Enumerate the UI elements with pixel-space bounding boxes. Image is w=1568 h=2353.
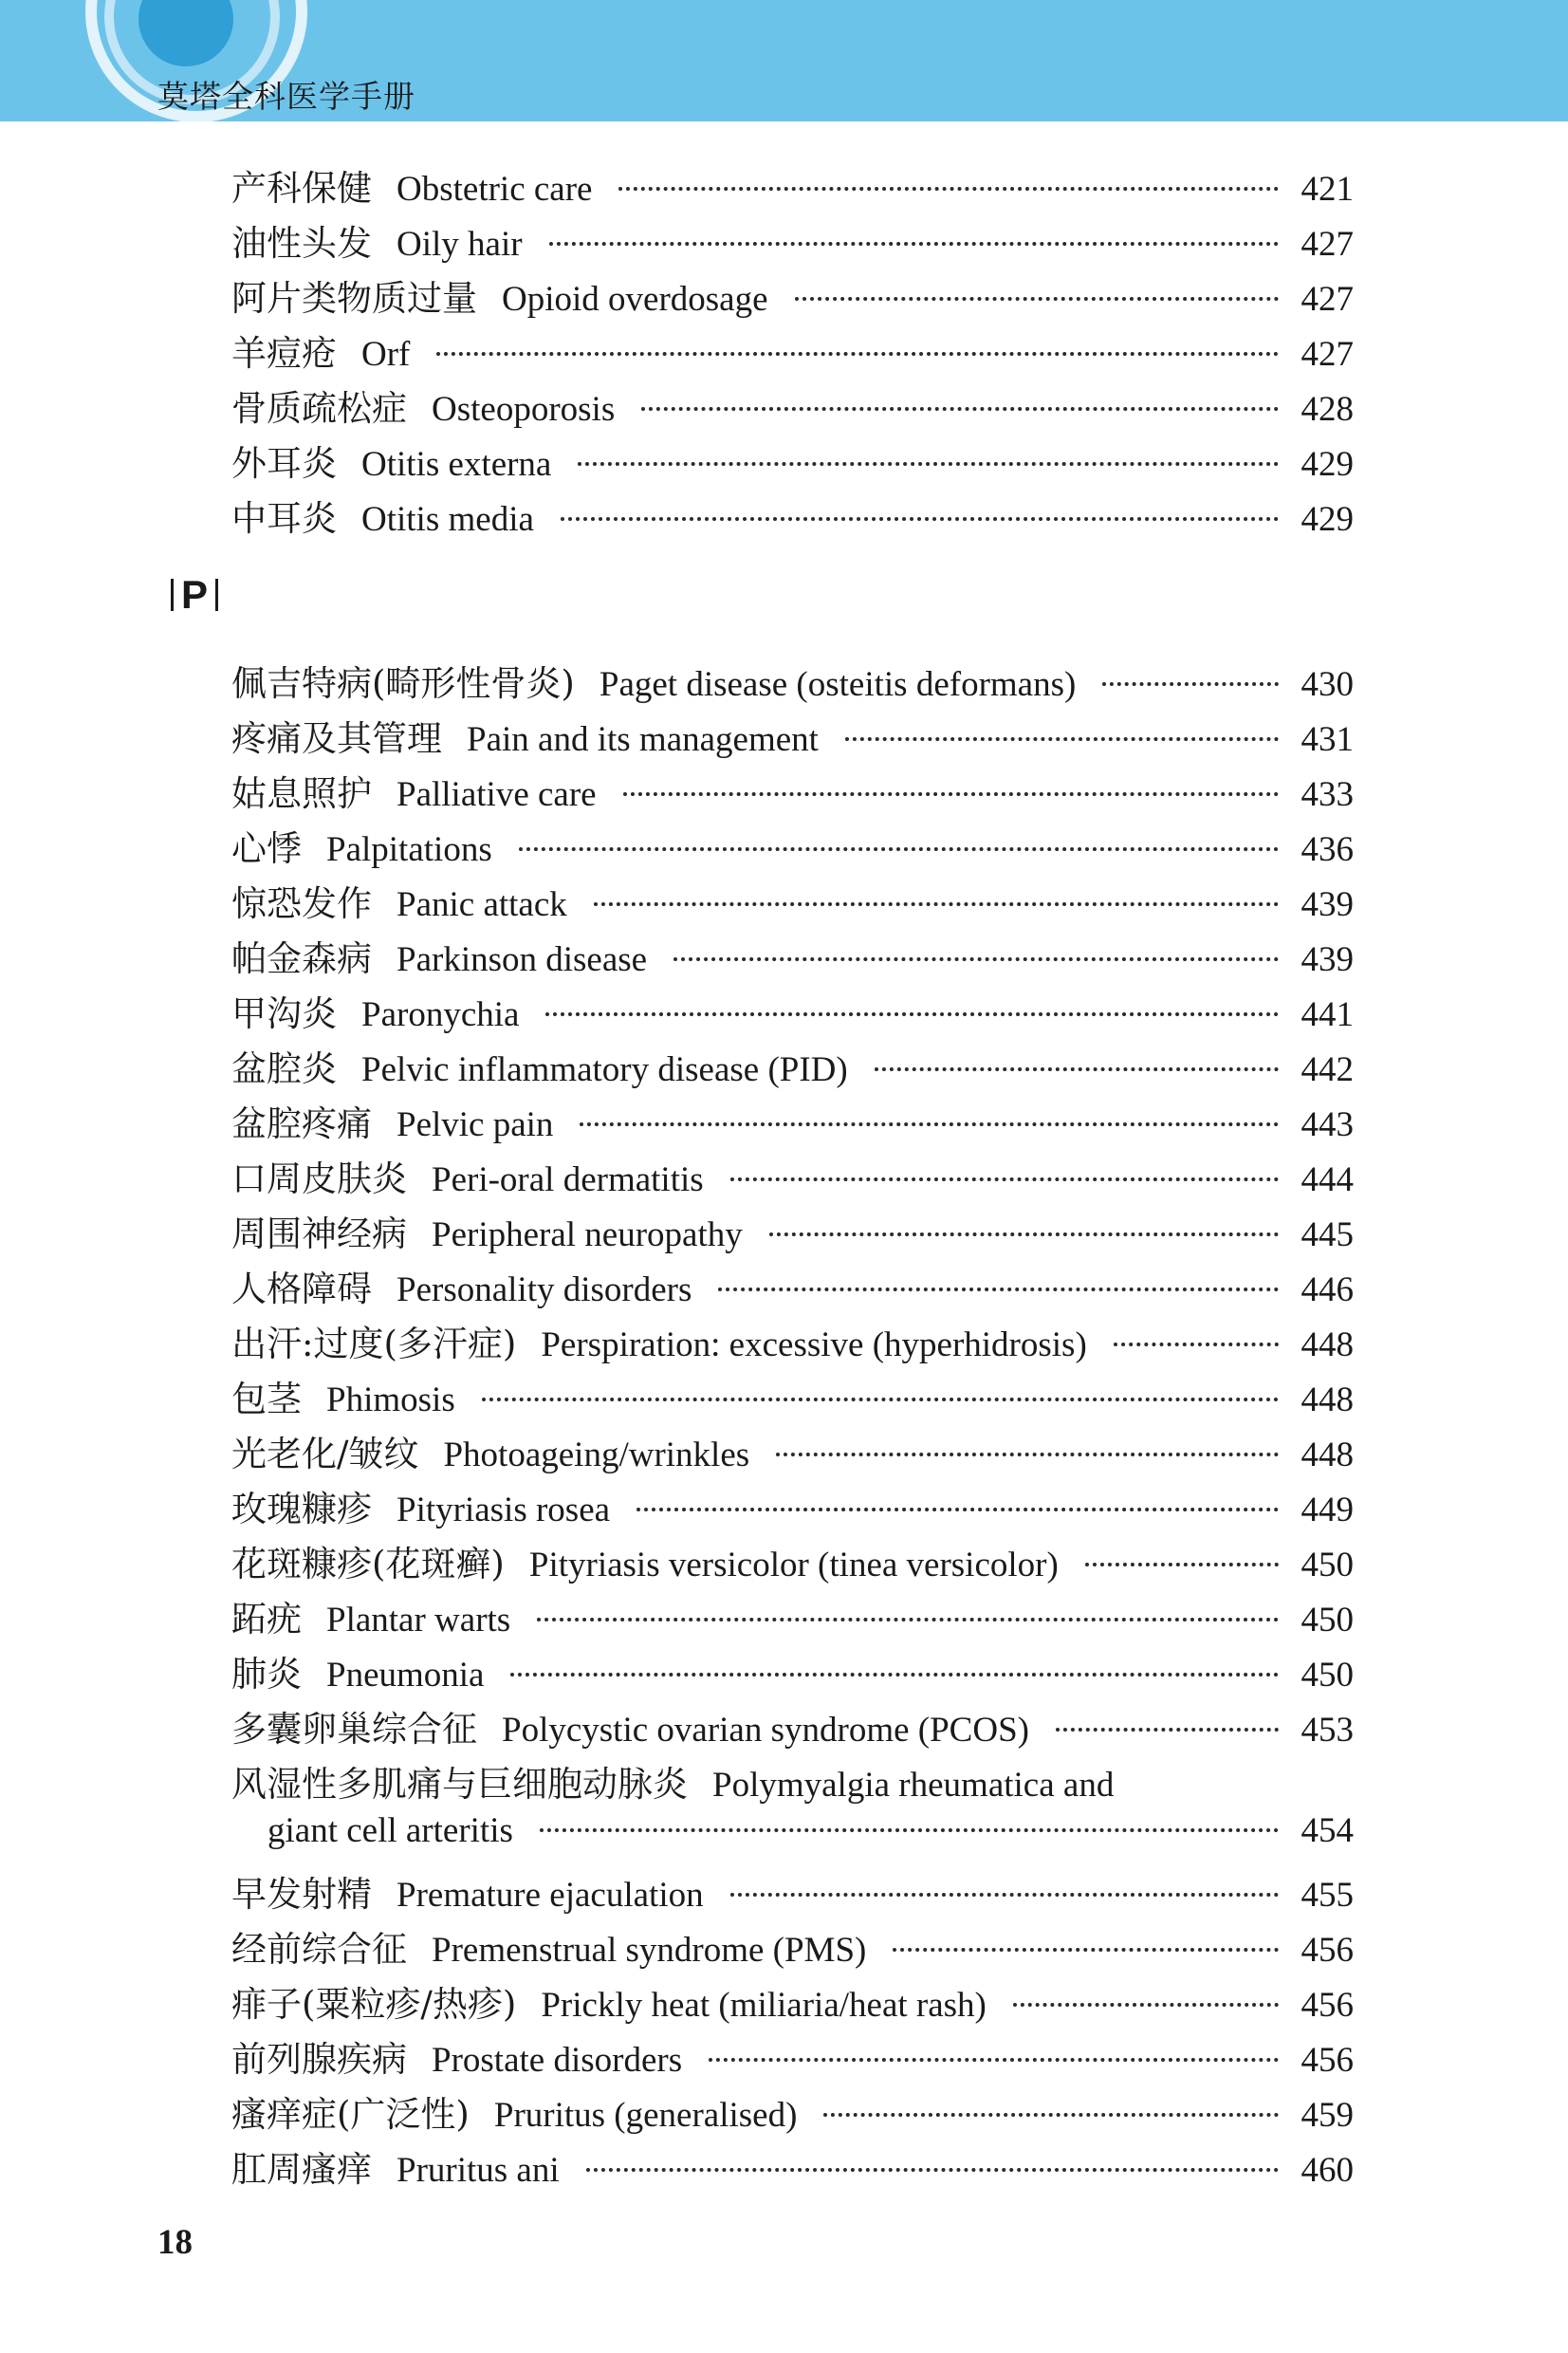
dot-leader	[769, 1232, 1279, 1236]
entry-page-number: 448	[1301, 1436, 1354, 1474]
entry-english-term: Polycystic ovarian syndrome (PCOS)	[502, 1711, 1029, 1750]
index-entry	[231, 1920, 1354, 1973]
entry-english-term: Pruritus ani	[397, 2151, 560, 2190]
dot-leader	[580, 1122, 1278, 1126]
index-entry-continuation	[267, 1810, 1354, 1863]
index-entry	[231, 820, 1354, 873]
index-entry	[231, 985, 1354, 1038]
entry-page-number: 449	[1301, 1491, 1354, 1529]
dot-leader	[623, 792, 1279, 796]
entry-page-number: 453	[1301, 1711, 1354, 1750]
page-number: 18	[157, 2223, 193, 2262]
index-entry	[231, 380, 1354, 433]
entry-english-term-continued: giant cell arteritis	[267, 1811, 513, 1850]
dot-leader	[1056, 1728, 1279, 1732]
index-entry	[231, 1755, 1354, 1808]
index-entry	[231, 1590, 1354, 1643]
entry-chinese-term: 人格障碍	[231, 1269, 372, 1309]
dot-leader	[561, 517, 1279, 521]
dot-leader	[893, 1948, 1278, 1952]
entry-english-term: Peripheral neuropathy	[432, 1215, 743, 1254]
entry-chinese-term: 前列腺疾病	[231, 2039, 407, 2080]
dot-leader	[718, 1288, 1278, 1291]
entry-english-term: Premature ejaculation	[397, 1876, 704, 1915]
dot-leader	[545, 1012, 1278, 1016]
index-entry	[231, 875, 1354, 928]
entry-page-number: 441	[1301, 995, 1354, 1034]
entry-page-number: 450	[1301, 1546, 1354, 1584]
entry-english-term: Otitis externa	[361, 445, 552, 484]
dot-leader	[1085, 1563, 1279, 1566]
dot-leader	[618, 187, 1278, 191]
entry-chinese-term: 产科保健	[231, 168, 372, 209]
dot-leader	[549, 242, 1279, 246]
entry-english-term: Parkinson disease	[397, 940, 648, 979]
index-entry	[231, 765, 1354, 818]
dot-leader	[586, 2168, 1279, 2172]
entry-page-number: 428	[1301, 390, 1354, 429]
entry-chinese-term: 外耳炎	[231, 443, 337, 484]
entry-page-number: 444	[1301, 1160, 1354, 1199]
entry-page-number: 430	[1301, 665, 1354, 704]
entry-page-number: 429	[1301, 445, 1354, 484]
index-entry	[231, 1865, 1354, 1918]
entry-chinese-term: 瘙痒症(广泛性)	[231, 2094, 470, 2135]
book-title: 莫塔全科医学手册	[157, 78, 415, 115]
entry-chinese-term: 阿片类物质过量	[231, 278, 477, 319]
entry-english-term: Pain and its management	[467, 720, 819, 759]
entry-english-term: Personality disorders	[397, 1270, 692, 1309]
entry-chinese-term: 玫瑰糠疹	[231, 1489, 372, 1529]
index-entry	[231, 1700, 1354, 1753]
entry-page-number: 445	[1301, 1215, 1354, 1254]
entry-page-number: 454	[1301, 1811, 1354, 1850]
dot-leader	[594, 902, 1279, 906]
entry-page-number: 421	[1301, 170, 1354, 209]
entry-english-term: Phimosis	[326, 1380, 455, 1419]
entry-english-term: Pityriasis versicolor (tinea versicolor)	[528, 1546, 1059, 1584]
entry-chinese-term: 帕金森病	[231, 938, 372, 979]
entry-chinese-term: 早发射精	[231, 1874, 372, 1915]
section-heading-p	[163, 572, 226, 618]
dot-leader	[578, 462, 1278, 466]
dot-leader	[795, 297, 1279, 301]
dot-leader	[673, 957, 1278, 961]
entry-chinese-term: 周围神经病	[231, 1214, 407, 1254]
index-entry	[231, 655, 1354, 708]
entry-page-number: 448	[1301, 1325, 1354, 1364]
entry-english-term: Obstetric care	[397, 170, 593, 209]
index-entry	[231, 1205, 1354, 1258]
entry-chinese-term: 肺炎	[231, 1654, 302, 1695]
entry-chinese-term: 口周皮肤炎	[231, 1158, 407, 1199]
entry-chinese-term: 甲沟炎	[231, 993, 337, 1034]
dot-leader	[1102, 682, 1278, 686]
entry-page-number: 439	[1301, 940, 1354, 979]
dot-leader	[519, 847, 1279, 851]
entry-chinese-term: 多囊卵巢综合征	[231, 1709, 477, 1750]
index-entry	[231, 1260, 1354, 1313]
entry-page-number: 446	[1301, 1270, 1354, 1309]
entry-english-term: Oily hair	[397, 225, 523, 264]
dot-leader	[1013, 2003, 1279, 2007]
entry-chinese-term: 经前综合征	[231, 1929, 407, 1970]
entry-chinese-term: 骨质疏松症	[231, 388, 407, 429]
index-entry	[231, 269, 1354, 323]
entry-chinese-term: 痱子(粟粒疹/热疹)	[231, 1984, 517, 2025]
entry-english-term: Perspiration: excessive (hyperhidrosis)	[541, 1325, 1087, 1364]
entry-english-term: Orf	[361, 335, 411, 374]
index-entry	[231, 1150, 1354, 1203]
index-entry	[231, 159, 1354, 213]
dot-leader	[709, 2058, 1278, 2062]
index-entry	[231, 1370, 1354, 1423]
entry-english-term: Pruritus (generalised)	[493, 2096, 798, 2135]
entry-english-term: Pelvic pain	[397, 1105, 554, 1144]
entry-english-term: Paget disease (osteitis deformans)	[599, 665, 1077, 704]
entry-page-number: 431	[1301, 720, 1354, 759]
entry-page-number: 429	[1301, 500, 1354, 539]
index-entry	[231, 1425, 1354, 1478]
entry-chinese-term: 中耳炎	[231, 498, 337, 539]
entry-english-term: Pityriasis rosea	[397, 1491, 611, 1529]
dot-leader	[641, 407, 1278, 411]
entry-page-number: 460	[1301, 2151, 1354, 2190]
entry-english-term: Photoageing/wrinkles	[443, 1436, 750, 1474]
entry-page-number: 459	[1301, 2096, 1354, 2135]
index-entry	[231, 2085, 1354, 2139]
dot-leader	[1114, 1343, 1279, 1346]
entry-page-number: 450	[1301, 1601, 1354, 1640]
entry-english-term: Osteoporosis	[432, 390, 616, 429]
index-entry	[231, 1315, 1354, 1368]
section-bar-right	[215, 579, 218, 611]
index-entry	[231, 1040, 1354, 1093]
entry-chinese-term: 姑息照护	[231, 773, 372, 814]
index-entry	[231, 2140, 1354, 2194]
entry-chinese-term: 油性头发	[231, 223, 372, 264]
entry-chinese-term: 心悸	[231, 828, 302, 869]
index-entry	[231, 1975, 1354, 2029]
entry-chinese-term: 盆腔疼痛	[231, 1103, 372, 1144]
entry-chinese-term: 肛周瘙痒	[231, 2149, 372, 2190]
entry-chinese-term: 疼痛及其管理	[231, 718, 442, 759]
entry-page-number: 439	[1301, 885, 1354, 924]
dot-leader	[510, 1673, 1278, 1677]
entry-page-number: 455	[1301, 1876, 1354, 1915]
entry-page-number: 448	[1301, 1380, 1354, 1419]
index-entry	[231, 930, 1354, 983]
entry-english-term: Plantar warts	[326, 1601, 511, 1640]
entry-chinese-term: 风湿性多肌痛与巨细胞动脉炎	[231, 1764, 688, 1805]
entry-english-term: Prickly heat (miliaria/heat rash)	[541, 1986, 987, 2025]
dot-leader	[776, 1453, 1278, 1456]
entry-chinese-term: 包茎	[231, 1379, 302, 1419]
entry-page-number: 436	[1301, 830, 1354, 869]
dot-leader	[823, 2113, 1278, 2117]
entry-page-number: 427	[1301, 225, 1354, 264]
index-entry	[231, 1480, 1354, 1533]
entry-page-number: 456	[1301, 1986, 1354, 2025]
dot-leader	[636, 1508, 1278, 1511]
index-entry	[231, 214, 1354, 268]
entry-english-term: Peri-oral dermatitis	[432, 1160, 704, 1199]
entry-page-number: 433	[1301, 775, 1354, 814]
entry-english-term: Otitis media	[361, 500, 534, 539]
dot-leader	[436, 352, 1278, 356]
section-bar-left	[171, 579, 174, 611]
entry-english-term: Polymyalgia rheumatica and	[712, 1766, 1115, 1805]
entry-chinese-term: 盆腔炎	[231, 1048, 337, 1089]
entry-chinese-term: 光老化/皱纹	[231, 1434, 419, 1474]
entry-english-term: Panic attack	[397, 885, 567, 924]
entry-english-term: Premenstrual syndrome (PMS)	[432, 1931, 867, 1970]
entry-english-term: Opioid overdosage	[502, 280, 768, 319]
dot-leader	[730, 1177, 1279, 1181]
index-entry	[231, 1095, 1354, 1148]
entry-chinese-term: 跖疣	[231, 1599, 302, 1640]
entry-chinese-term: 佩吉特病(畸形性骨炎)	[231, 663, 575, 704]
entry-english-term: Pneumonia	[326, 1656, 485, 1695]
entry-english-term: Prostate disorders	[432, 2041, 683, 2080]
index-entry	[231, 1535, 1354, 1588]
entry-page-number: 450	[1301, 1656, 1354, 1695]
entry-english-term: Palpitations	[326, 830, 492, 869]
dot-leader	[482, 1398, 1279, 1401]
dot-leader	[730, 1893, 1279, 1897]
entry-page-number: 456	[1301, 2041, 1354, 2080]
entry-page-number: 427	[1301, 335, 1354, 374]
entry-chinese-term: 花斑糠疹(花斑癣)	[231, 1544, 505, 1584]
entry-page-number: 443	[1301, 1105, 1354, 1144]
entry-page-number: 456	[1301, 1931, 1354, 1970]
dot-leader	[875, 1067, 1279, 1071]
entry-chinese-term: 出汗:过度(多汗症)	[231, 1324, 517, 1364]
index-entry	[231, 710, 1354, 763]
entry-chinese-term: 羊痘疮	[231, 333, 337, 374]
dot-leader	[537, 1618, 1278, 1621]
entry-english-term: Pelvic inflammatory disease (PID)	[361, 1050, 848, 1089]
entry-chinese-term: 惊恐发作	[231, 883, 372, 924]
index-entry	[231, 490, 1354, 543]
entry-page-number: 442	[1301, 1050, 1354, 1089]
dot-leader	[845, 737, 1279, 741]
entry-english-term: Palliative care	[397, 775, 597, 814]
section-letter: P	[181, 572, 209, 617]
index-entry	[231, 1645, 1354, 1698]
index-entry	[231, 435, 1354, 488]
index-entry	[231, 324, 1354, 378]
entry-page-number: 427	[1301, 280, 1354, 319]
dot-leader	[540, 1828, 1279, 1832]
entry-english-term: Paronychia	[361, 995, 520, 1034]
index-entry	[231, 2030, 1354, 2084]
